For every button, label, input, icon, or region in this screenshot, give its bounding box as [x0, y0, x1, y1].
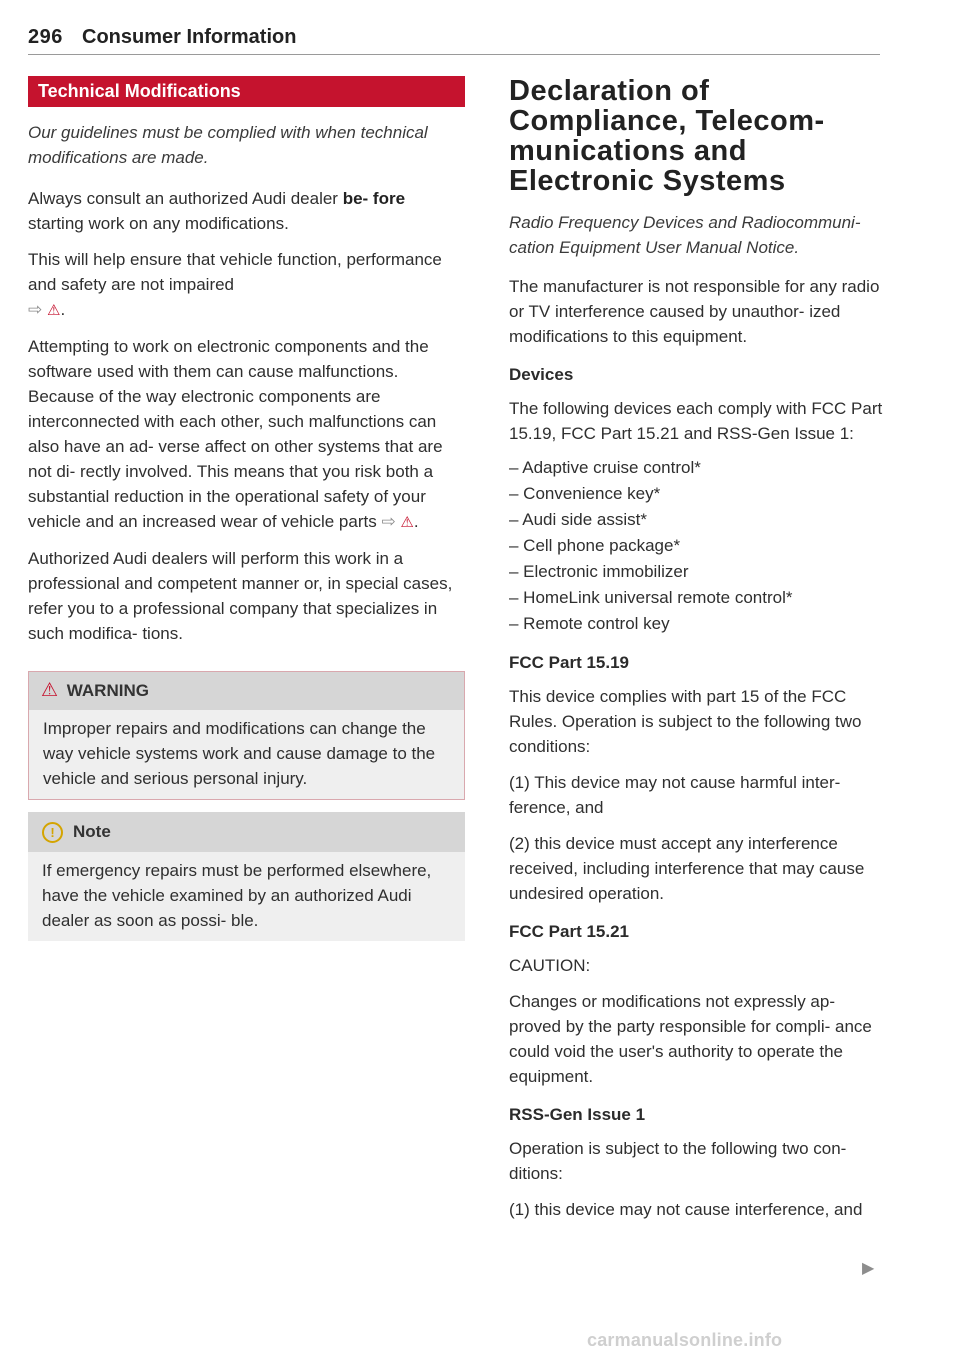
- list-item: – Electronic immobilizer: [509, 562, 689, 581]
- list-item: – Cell phone package*: [509, 536, 681, 555]
- list-item: – HomeLink universal remote control*: [509, 588, 793, 607]
- section-title: Consumer Information: [82, 26, 297, 48]
- declaration-title: Declaration of Compliance, Telecom- munications and Electronic Systems: [509, 75, 825, 197]
- intro-text: Our guidelines must be complied with when technical modifications are made.: [28, 123, 428, 167]
- warning-text: Improper repairs and modifications can change the way vehicle systems work and cause damage to the vehicle and serious personal injury.: [43, 719, 436, 788]
- devices-list: [509, 455, 884, 637]
- fcc-1521-text: Changes or modifications not expressly ap- proved by the party responsible for compli- ance could void the user's authority to operate the equipment.: [509, 992, 872, 1086]
- list-item: – Remote control key: [509, 614, 670, 633]
- declaration-intro: Radio Frequency Devices and Radiocommuni- cation Equipment User Manual Notice.: [509, 213, 861, 257]
- note-header: ! Note: [28, 812, 465, 852]
- warning-triangle-icon: ⚠: [400, 514, 414, 531]
- arrow-right-icon: ⇨: [381, 512, 396, 531]
- paragraph-2: This will help ensure that vehicle function, performance and safety are not impaired ⇨ ⚠.: [28, 250, 442, 319]
- warning-triangle-icon: ⚠: [46, 302, 61, 319]
- declaration-paragraph: The manufacturer is not responsible for any radio or TV interference caused by unauthor- ized modifications to this equipment.: [509, 277, 880, 346]
- warning-box: [28, 671, 465, 800]
- note-text: If emergency repairs must be performed elsewhere, have the vehicle examined by an authorized Audi dealer as soon as possi- ble.: [42, 861, 432, 930]
- left-column: [28, 76, 465, 941]
- list-item: – Adaptive cruise control*: [509, 458, 701, 477]
- rss-heading: RSS-Gen Issue 1: [509, 1105, 646, 1124]
- page-header: [28, 24, 880, 55]
- page-number: 296: [28, 26, 63, 48]
- rss-condition-1: (1) this device may not cause interference, and: [509, 1200, 863, 1219]
- fcc-1521-heading: FCC Part 15.21: [509, 922, 629, 941]
- note-box: [28, 812, 465, 941]
- warning-header: ⚠ WARNING: [29, 672, 464, 710]
- list-item: – Audi side assist*: [509, 510, 647, 529]
- paragraph-1: Always consult an authorized Audi dealer be- fore starting work on any modifications.: [28, 189, 406, 233]
- watermark: carmanualsonline.info: [587, 1330, 783, 1350]
- paragraph-3: Attempting to work on electronic components and the software used with them can cause malfunctions. Because of the way electronic components are interconnected with each other, such malfunctions can also have an ad- verse affect on other systems that are not di- rectly involved. This means that you risk both a substantial reduction in the operational safety of your vehicle and an increased wear of vehicle parts ⇨ ⚠.: [28, 337, 443, 531]
- info-exclamation-icon: !: [42, 822, 63, 843]
- continue-arrow-icon: ▶: [862, 1260, 875, 1277]
- devices-heading: Devices: [509, 365, 574, 384]
- list-item: – Convenience key*: [509, 484, 661, 503]
- right-column: [509, 76, 884, 1222]
- devices-text: The following devices each comply with FCC Part 15.19, FCC Part 15.21 and RSS-Gen Issue 1:: [509, 399, 883, 443]
- warning-triangle-icon: ⚠: [41, 680, 59, 701]
- section-heading: Technical Modifications: [28, 76, 465, 107]
- fcc-1519-text: This device complies with part 15 of the FCC Rules. Operation is subject to the following two conditions:: [509, 687, 862, 756]
- caution-label: CAUTION:: [509, 956, 591, 975]
- fcc-1519-condition-2: (2) this device must accept any interference received, including interference that may cause undesired operation.: [509, 834, 865, 903]
- arrow-right-icon: ⇨: [28, 300, 43, 319]
- rss-text: Operation is subject to the following two con- ditions:: [509, 1139, 847, 1183]
- fcc-1519-heading: FCC Part 15.19: [509, 653, 629, 672]
- fcc-1519-condition-1: (1) This device may not cause harmful inter- ference, and: [509, 773, 841, 817]
- paragraph-4: Authorized Audi dealers will perform this work in a professional and competent manner or, in special cases, refer you to a professional company that specializes in such modifica- tions.: [28, 549, 453, 643]
